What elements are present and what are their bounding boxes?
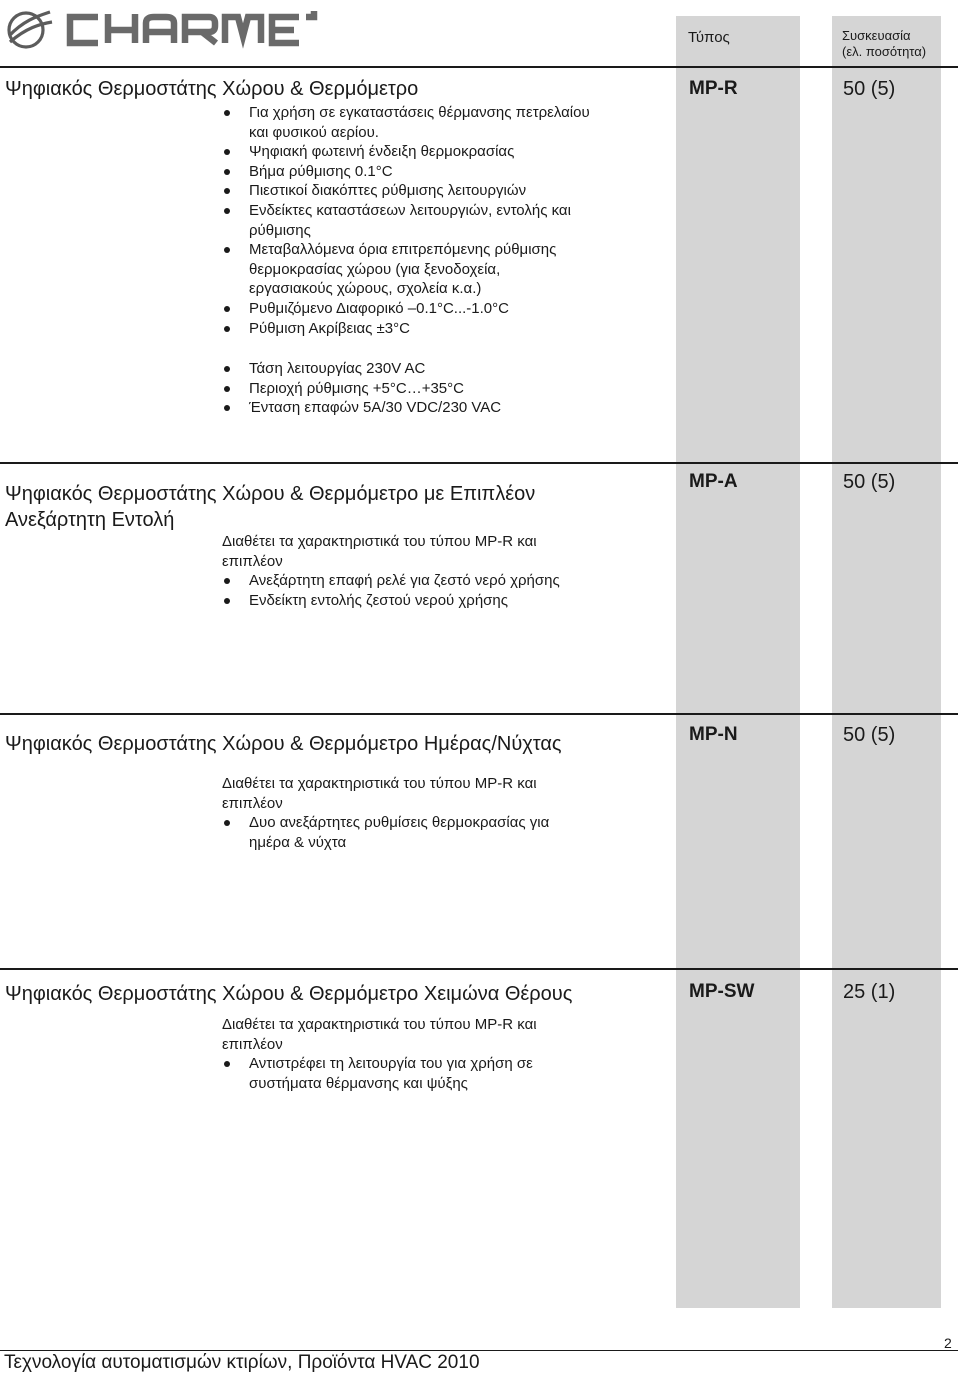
list-item: Πιεστικοί διακόπτες ρύθμισης λειτουργιών [249, 181, 659, 201]
product-title-mp-n: Ψηφιακός Θερμοστάτης Χώρου & Θερμόμετρο Ημέρας/Νύχτας [5, 733, 562, 755]
list-item: Τάση λειτουργίας 230V AC [249, 359, 659, 379]
intro-mp-n: Διαθέτει τα χαρακτηριστικά του τύπου MP-R και επιπλέον [222, 775, 537, 812]
product-type-mp-a: MP-A [689, 471, 738, 492]
list-item: Ρύθμιση Ακρίβειας ±3°C [249, 319, 659, 339]
list-item: Ένταση επαφών 5A/30 VDC/230 VAC [249, 398, 659, 418]
product-type-mp-r: MP-R [689, 78, 738, 99]
feature-list-mp-r [249, 103, 659, 338]
list-item: Αντιστρέφει τη λειτουργία του για χρήση σε συστήματα θέρμανσης και ψύξης [249, 1054, 659, 1093]
list-item: Ρυθμιζόμενο Διαφορικό –0.1°C...-1.0°C [249, 299, 659, 319]
feature-list-mp-sw [249, 1054, 659, 1093]
product-qty-mp-a: 50 (5) [843, 471, 896, 493]
header-divider [0, 66, 958, 68]
section-divider [0, 462, 958, 464]
list-item: Ενδείκτη εντολής ζεστού νερού χρήσης [249, 591, 659, 611]
footer-text: Τεχνολογία αυτοματισμών κτιρίων, Προϊόντα HVAC 2010 [4, 1352, 480, 1373]
product-qty-mp-sw: 25 (1) [843, 981, 896, 1003]
qty-column-bg [832, 16, 941, 1308]
footer-divider [0, 1350, 958, 1351]
feature-list-mp-n [249, 813, 659, 852]
section-divider [0, 713, 958, 715]
list-item: Ενδείκτες καταστάσεων λειτουργιών, εντολής και ρύθμισης [249, 201, 659, 240]
intro-mp-sw: Διαθέτει τα χαρακτηριστικά του τύπου MP-R και επιπλέον [222, 1016, 537, 1053]
page-number: 2 [944, 1335, 952, 1351]
list-item: Για χρήση σε εγκαταστάσεις θέρμανσης πετρελαίου και φυσικού αερίου. [249, 103, 659, 142]
product-qty-mp-r: 50 (5) [843, 78, 896, 100]
list-item: Περιοχή ρύθμισης +5°C…+35°C [249, 379, 659, 399]
product-qty-mp-n: 50 (5) [843, 724, 896, 746]
product-title-mp-sw: Ψηφιακός Θερμοστάτης Χώρου & Θερμόμετρο Χειμώνα Θέρους [5, 983, 573, 1005]
spec-list-mp-r [249, 359, 659, 418]
type-header: Τύπος [688, 29, 730, 46]
product-type-mp-n: MP-N [689, 724, 738, 745]
packaging-header: Συσκευασία (ελ. ποσότητα) [842, 28, 927, 59]
list-item: Μεταβαλλόμενα όρια επιτρεπόμενης ρύθμισης θερμοκρασίας χώρου (για ξενοδοχεία, εργασιακούς χώρους, σχολεία κ.α.) [249, 240, 659, 299]
charmeg-logo [4, 6, 324, 52]
type-column-bg [676, 16, 800, 1308]
product-title-mp-a: Ψηφιακός Θερμοστάτης Χώρου & Θερμόμετρο με Επιπλέον Ανεξάρτητη Εντολή [5, 483, 536, 531]
svg-text:®: ® [311, 14, 318, 22]
product-type-mp-sw: MP-SW [689, 981, 755, 1002]
list-item: Δυο ανεξάρτητες ρυθμίσεις θερμοκρασίας για ημέρα & νύχτα [249, 813, 659, 852]
feature-list-mp-a [249, 571, 659, 610]
list-item: Ανεξάρτητη επαφή ρελέ για ζεστό νερό χρήσης [249, 571, 659, 591]
intro-mp-a: Διαθέτει τα χαρακτηριστικά του τύπου MP-R και επιπλέον [222, 533, 537, 570]
section-divider [0, 968, 958, 970]
list-item: Βήμα ρύθμισης 0.1°C [249, 162, 659, 182]
product-title-mp-r: Ψηφιακός Θερμοστάτης Χώρου & Θερμόμετρο [5, 78, 419, 100]
list-item: Ψηφιακή φωτεινή ένδειξη θερμοκρασίας [249, 142, 659, 162]
